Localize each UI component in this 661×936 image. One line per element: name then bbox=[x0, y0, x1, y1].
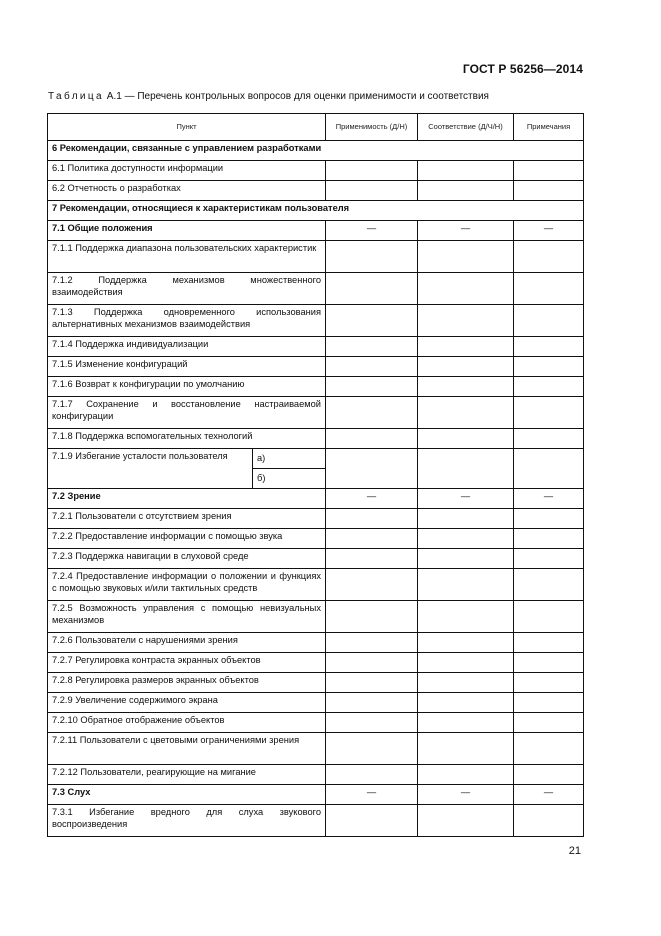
notes-cell[interactable] bbox=[514, 549, 584, 569]
item-cell: 7.2.6 Пользователи с нарушениями зрения bbox=[48, 633, 326, 653]
dash: — bbox=[326, 221, 418, 241]
compliance-cell[interactable] bbox=[418, 305, 514, 337]
header-item: Пункт bbox=[48, 114, 326, 141]
notes-cell[interactable] bbox=[514, 713, 584, 733]
notes-cell[interactable] bbox=[514, 161, 584, 181]
table-row bbox=[48, 357, 584, 377]
document-code: ГОСТ Р 56256—2014 bbox=[462, 62, 583, 76]
table-row bbox=[48, 569, 584, 601]
notes-cell[interactable] bbox=[514, 693, 584, 713]
item-cell: 6.1 Политика доступности информации bbox=[48, 161, 326, 181]
applicability-cell[interactable] bbox=[326, 337, 418, 357]
table-row bbox=[48, 201, 584, 221]
applicability-cell[interactable] bbox=[326, 633, 418, 653]
notes-cell[interactable] bbox=[514, 449, 584, 489]
table-header-row bbox=[48, 114, 584, 141]
applicability-cell[interactable] bbox=[326, 273, 418, 305]
subsection-heading: 7.2 Зрение bbox=[48, 489, 326, 509]
compliance-cell[interactable] bbox=[418, 673, 514, 693]
compliance-cell[interactable] bbox=[418, 601, 514, 633]
compliance-cell[interactable] bbox=[418, 337, 514, 357]
subsection-heading: 7.3 Слух bbox=[48, 785, 326, 805]
compliance-cell[interactable] bbox=[418, 449, 514, 489]
notes-cell[interactable] bbox=[514, 273, 584, 305]
item-cell: 7.2.10 Обратное отображение объектов bbox=[48, 713, 326, 733]
applicability-cell[interactable] bbox=[326, 509, 418, 529]
compliance-cell[interactable] bbox=[418, 429, 514, 449]
table-row bbox=[48, 673, 584, 693]
item-cell: 7.2.3 Поддержка навигации в слуховой среде bbox=[48, 549, 326, 569]
table-row bbox=[48, 653, 584, 673]
table-row bbox=[48, 181, 584, 201]
dash: — bbox=[418, 221, 514, 241]
item-cell: 7.1.4 Поддержка индивидуализации bbox=[48, 337, 326, 357]
notes-cell[interactable] bbox=[514, 357, 584, 377]
compliance-cell[interactable] bbox=[418, 241, 514, 273]
notes-cell[interactable] bbox=[514, 765, 584, 785]
item-cell: 7.2.4 Предоставление информации о положении и функциях с помощью звуковых и/или тактильных средств bbox=[48, 569, 326, 601]
table-row bbox=[48, 805, 584, 837]
table-row bbox=[48, 549, 584, 569]
compliance-cell[interactable] bbox=[418, 633, 514, 653]
compliance-cell[interactable] bbox=[418, 509, 514, 529]
applicability-cell[interactable] bbox=[326, 569, 418, 601]
dash: — bbox=[326, 489, 418, 509]
sub-item-a: а) bbox=[253, 449, 325, 469]
applicability-cell[interactable] bbox=[326, 805, 418, 837]
compliance-cell[interactable] bbox=[418, 713, 514, 733]
item-cell: 7.2.11 Пользователи с цветовыми ограничениями зрения bbox=[48, 733, 326, 765]
compliance-cell[interactable] bbox=[418, 181, 514, 201]
compliance-cell[interactable] bbox=[418, 653, 514, 673]
page-number: 21 bbox=[568, 845, 581, 857]
item-cell: 7.2.9 Увеличение содержимого экрана bbox=[48, 693, 326, 713]
applicability-cell[interactable] bbox=[326, 713, 418, 733]
table-row bbox=[48, 693, 584, 713]
compliance-cell[interactable] bbox=[418, 765, 514, 785]
applicability-cell[interactable] bbox=[326, 181, 418, 201]
table-row bbox=[48, 273, 584, 305]
table-row bbox=[48, 601, 584, 633]
applicability-cell[interactable] bbox=[326, 241, 418, 273]
notes-cell[interactable] bbox=[514, 377, 584, 397]
subsection-heading: 7.1 Общие положения bbox=[48, 221, 326, 241]
notes-cell[interactable] bbox=[514, 673, 584, 693]
table-row bbox=[48, 377, 584, 397]
compliance-cell[interactable] bbox=[418, 733, 514, 765]
item-cell: 7.1.6 Возврат к конфигурации по умолчанию bbox=[48, 377, 326, 397]
item-cell: 7.2.5 Возможность управления с помощью невизуальных механизмов bbox=[48, 601, 326, 633]
notes-cell[interactable] bbox=[514, 397, 584, 429]
caption-label: Таблица bbox=[48, 91, 105, 102]
applicability-cell[interactable] bbox=[326, 529, 418, 549]
compliance-cell[interactable] bbox=[418, 549, 514, 569]
header-compliance: Соответствие (Д/Ч/Н) bbox=[418, 114, 514, 141]
notes-cell[interactable] bbox=[514, 633, 584, 653]
compliance-cell[interactable] bbox=[418, 529, 514, 549]
item-cell: 7.1.8 Поддержка вспомогательных технологий bbox=[48, 429, 326, 449]
table-row bbox=[48, 221, 584, 241]
caption-text: А.1 — Перечень контрольных вопросов для оценки применимости и соответствия bbox=[106, 91, 489, 102]
dash: — bbox=[514, 489, 584, 509]
notes-cell[interactable] bbox=[514, 601, 584, 633]
applicability-cell[interactable] bbox=[326, 357, 418, 377]
dash: — bbox=[326, 785, 418, 805]
applicability-cell[interactable] bbox=[326, 733, 418, 765]
table-row bbox=[48, 489, 584, 509]
table-row bbox=[48, 733, 584, 765]
item-cell: 7.3.1 Избегание вредного для слуха звукового воспроизведения bbox=[48, 805, 326, 837]
item-cell: 7.1.1 Поддержка диапазона пользовательских характеристик bbox=[48, 241, 326, 273]
item-cell: 7.1.5 Изменение конфигураций bbox=[48, 357, 326, 377]
section-heading: 6 Рекомендации, связанные с управлением разработками bbox=[48, 141, 584, 161]
applicability-cell[interactable] bbox=[326, 601, 418, 633]
table-row bbox=[48, 305, 584, 337]
table-row bbox=[48, 509, 584, 529]
applicability-cell[interactable] bbox=[326, 305, 418, 337]
table-row bbox=[48, 765, 584, 785]
table-row bbox=[48, 429, 584, 449]
item-cell: 7.2.8 Регулировка размеров экранных объектов bbox=[48, 673, 326, 693]
compliance-cell[interactable] bbox=[418, 693, 514, 713]
dash: — bbox=[418, 785, 514, 805]
item-cell: 7.1.2 Поддержка механизмов множественного взаимодействия bbox=[48, 273, 326, 305]
notes-cell[interactable] bbox=[514, 805, 584, 837]
checklist-table bbox=[47, 113, 584, 837]
item-cell: 7.2.1 Пользователи с отсутствием зрения bbox=[48, 509, 326, 529]
table-row bbox=[48, 529, 584, 549]
applicability-cell[interactable] bbox=[326, 397, 418, 429]
notes-cell[interactable] bbox=[514, 509, 584, 529]
notes-cell[interactable] bbox=[514, 733, 584, 765]
item-cell: 7.2.12 Пользователи, реагирующие на мигание bbox=[48, 765, 326, 785]
applicability-cell[interactable] bbox=[326, 673, 418, 693]
applicability-cell[interactable] bbox=[326, 549, 418, 569]
compliance-cell[interactable] bbox=[418, 161, 514, 181]
applicability-cell[interactable] bbox=[326, 693, 418, 713]
applicability-cell[interactable] bbox=[326, 429, 418, 449]
notes-cell[interactable] bbox=[514, 653, 584, 673]
applicability-cell[interactable] bbox=[326, 765, 418, 785]
applicability-cell[interactable] bbox=[326, 161, 418, 181]
applicability-cell[interactable] bbox=[326, 377, 418, 397]
notes-cell[interactable] bbox=[514, 529, 584, 549]
compliance-cell[interactable] bbox=[418, 377, 514, 397]
item-cell: 7.2.2 Предоставление информации с помощью звука bbox=[48, 529, 326, 549]
item-cell: 7.1.7 Сохранение и восстановление настраиваемой конфигурации bbox=[48, 397, 326, 429]
item-label: 7.1.9 Избегание усталости пользователя bbox=[48, 449, 253, 488]
header-notes: Примечания bbox=[514, 114, 584, 141]
item-cell: 7.1.3 Поддержка одновременного использования альтернативных механизмов взаимодействия bbox=[48, 305, 326, 337]
dash: — bbox=[418, 489, 514, 509]
sub-item-b: б) bbox=[257, 473, 266, 483]
notes-cell[interactable] bbox=[514, 181, 584, 201]
table-caption bbox=[48, 91, 489, 102]
applicability-cell[interactable] bbox=[326, 653, 418, 673]
table-row bbox=[48, 397, 584, 429]
item-cell: 6.2 Отчетность о разработках bbox=[48, 181, 326, 201]
dash: — bbox=[514, 221, 584, 241]
notes-cell[interactable] bbox=[514, 569, 584, 601]
compliance-cell[interactable] bbox=[418, 273, 514, 305]
compliance-cell[interactable] bbox=[418, 357, 514, 377]
table-row bbox=[48, 449, 584, 489]
section-heading: 7 Рекомендации, относящиеся к характеристикам пользователя bbox=[48, 201, 584, 221]
table-row bbox=[48, 713, 584, 733]
applicability-cell[interactable] bbox=[326, 449, 418, 489]
table-row bbox=[48, 785, 584, 805]
notes-cell[interactable] bbox=[514, 429, 584, 449]
header-applicability: Применимость (Д/Н) bbox=[326, 114, 418, 141]
table-row bbox=[48, 337, 584, 357]
compliance-cell[interactable] bbox=[418, 397, 514, 429]
notes-cell[interactable] bbox=[514, 241, 584, 273]
table-row bbox=[48, 241, 584, 273]
table-row bbox=[48, 161, 584, 181]
compliance-cell[interactable] bbox=[418, 805, 514, 837]
table-row bbox=[48, 633, 584, 653]
item-cell: 7.2.7 Регулировка контраста экранных объектов bbox=[48, 653, 326, 673]
notes-cell[interactable] bbox=[514, 337, 584, 357]
notes-cell[interactable] bbox=[514, 305, 584, 337]
item-cell-split bbox=[48, 449, 326, 489]
compliance-cell[interactable] bbox=[418, 569, 514, 601]
table-row bbox=[48, 141, 584, 161]
dash: — bbox=[514, 785, 584, 805]
